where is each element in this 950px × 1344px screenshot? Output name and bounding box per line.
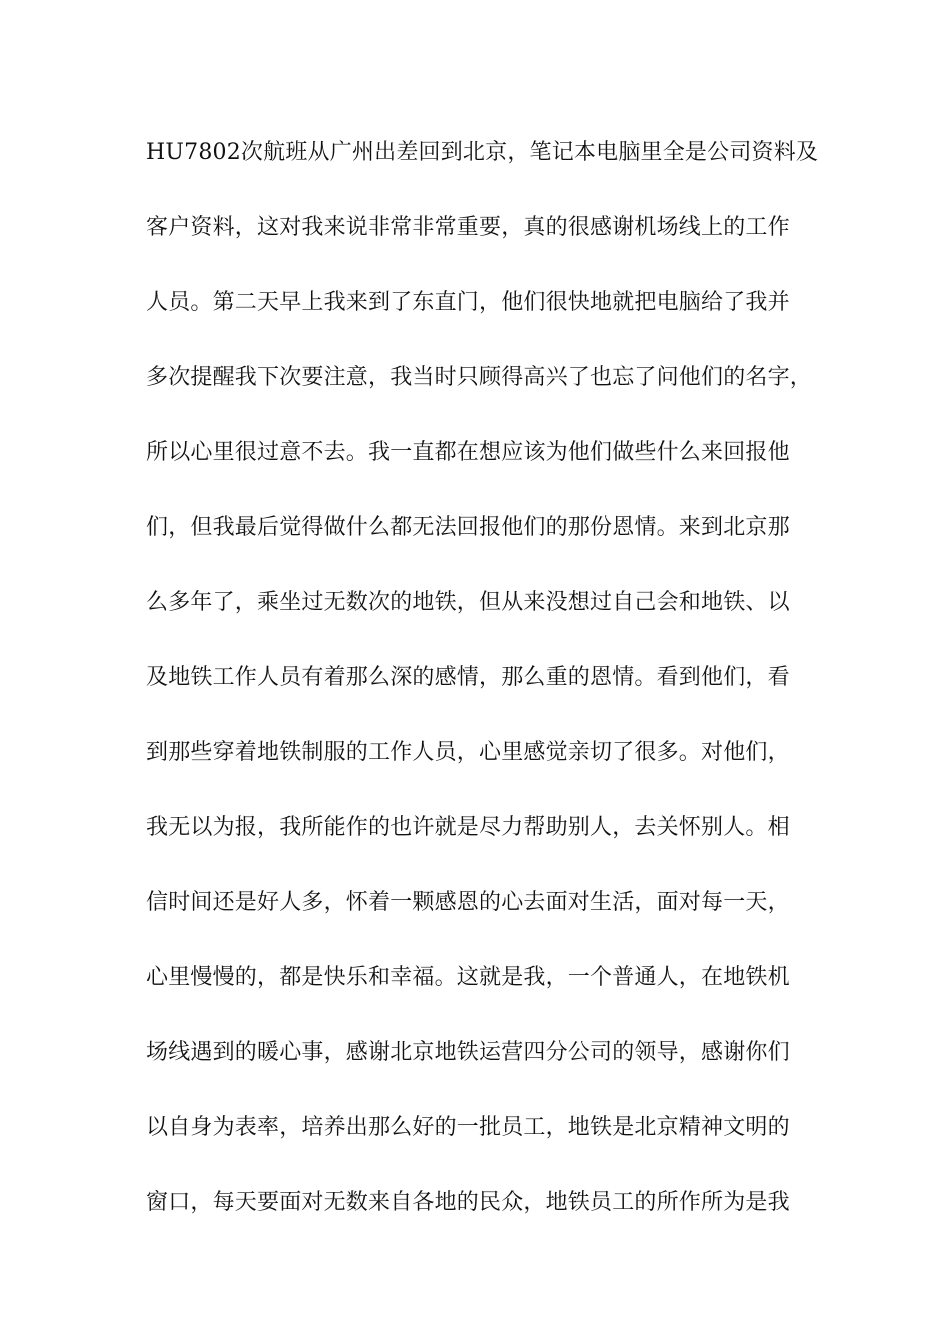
text-line-4: 多次提醒我下次要注意，我当时只顾得高兴了也忘了问他们的名字， [146,365,813,390]
text-line-2: 客户资料，这对我来说非常非常重要，真的很感谢机场线上的工作 [146,215,790,240]
text-line-12: 心里慢慢的，都是快乐和幸福。这就是我，一个普通人，在地铁机 [146,965,790,990]
text-line-10: 我无以为报，我所能作的也许就是尽力帮助别人，去关怀别人。相 [146,815,790,840]
text-line-7: 么多年了，乘坐过无数次的地铁，但从来没想过自己会和地铁、以 [146,590,790,615]
text-line-6: 们，但我最后觉得做什么都无法回报他们的那份恩情。来到北京那 [146,515,790,540]
text-line-3: 人员。第二天早上我来到了东直门，他们很快地就把电脑给了我并 [146,290,790,315]
text-line-15: 窗口，每天要面对无数来自各地的民众，地铁员工的所作所为是我 [146,1190,790,1215]
text-line-9: 到那些穿着地铁制服的工作人员，心里感觉亲切了很多。对他们， [146,740,790,765]
text-line-1: HU7802次航班从广州出差回到北京，笔记本电脑里全是公司资料及 [146,140,819,165]
text-line-11: 信时间还是好人多，怀着一颗感恩的心去面对生活，面对每一天， [146,890,790,915]
text-line-5: 所以心里很过意不去。我一直都在想应该为他们做些什么来回报他 [146,440,790,465]
body-text [146,132,819,1257]
text-line-8: 及地铁工作人员有着那么深的感情，那么重的恩情。看到他们，看 [146,665,790,690]
text-line-14: 以自身为表率，培养出那么好的一批员工，地铁是北京精神文明的 [146,1115,790,1140]
text-line-13: 场线遇到的暖心事，感谢北京地铁运营四分公司的领导，感谢你们 [146,1040,790,1065]
